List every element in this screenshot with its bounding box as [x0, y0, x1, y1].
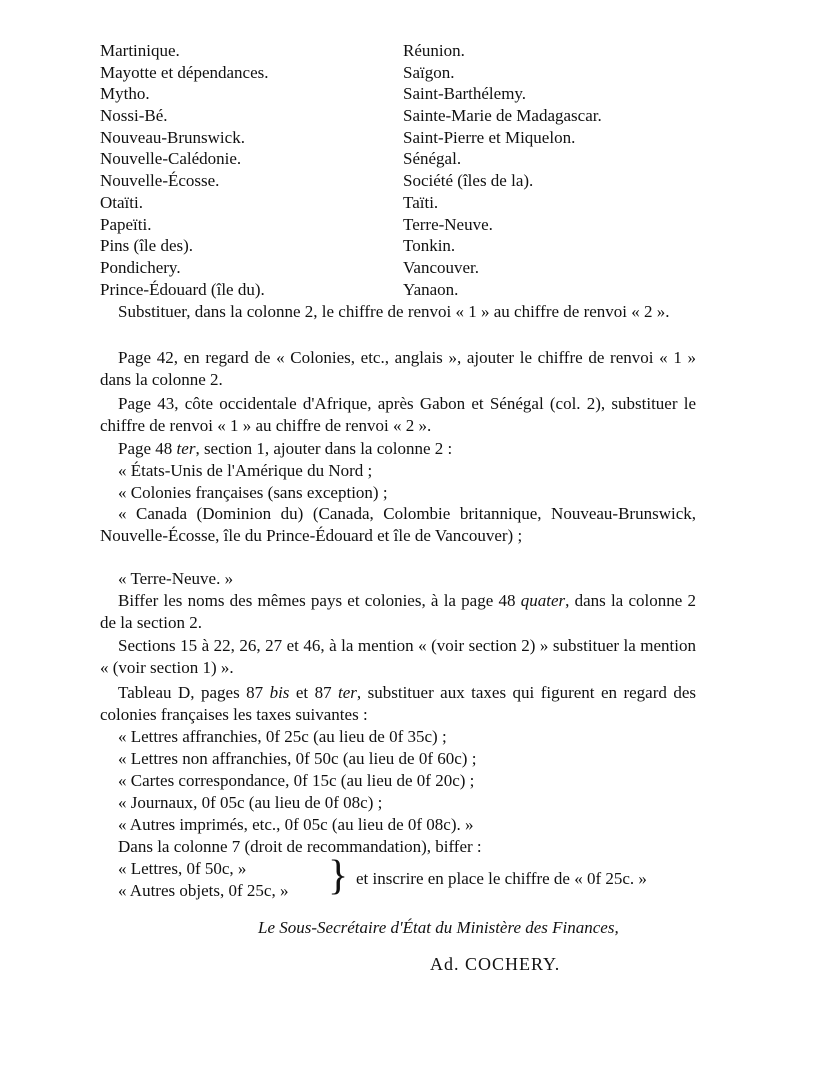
colony-right: Vancouver. — [403, 257, 480, 277]
colony-row — [100, 83, 740, 105]
colony-row — [100, 257, 740, 279]
paragraph-tableau-d: Tableau D, pages 87 bis et 87 ter, substituer aux taxes qui figurent en regard des colonies françaises les taxes suivantes : — [100, 683, 696, 724]
colony-row — [100, 62, 740, 84]
paragraph-substituer: Substituer, dans la colonne 2, le chiffre de renvoi « 1 » au chiffre de renvoi « 2 ». — [118, 302, 670, 321]
colony-row — [100, 127, 740, 149]
colony-right: Taïti. — [403, 192, 439, 212]
colony-left: Mayotte et dépendances. — [100, 62, 269, 82]
tax-lettres-affranchies: « Lettres affranchies, 0f 25c (au lieu de 0f 35c) ; — [118, 727, 447, 746]
colony-left: Nossi-Bé. — [100, 106, 168, 126]
brace-replacement-text: et inscrire en place le chiffre de « 0f 25c. » — [356, 869, 647, 888]
signature-name: Ad. COCHERY. — [430, 954, 561, 974]
paragraph-biffer: Biffer les noms des mêmes pays et colonies, à la page 48 quater, dans la colonne 2 de la section 2. — [100, 591, 696, 632]
colony-right: Yanaon. — [403, 279, 459, 299]
colony-right: Tonkin. — [403, 236, 456, 256]
paragraph-page-43: Page 43, côte occidentale d'Afrique, après Gabon et Sénégal (col. 2), substituer le chiffre de renvoi « 1 » au chiffre de renvoi « 2 ». — [100, 394, 696, 435]
colony-right: Saïgon. — [403, 62, 455, 82]
colony-left: Martinique. — [100, 41, 180, 60]
colony-left: Papeïti. — [100, 214, 152, 234]
colony-row — [100, 279, 740, 301]
colony-right: Terre-Neuve. — [403, 214, 493, 234]
tax-autres-imprimes: « Autres imprimés, etc., 0f 05c (au lieu de 0f 08c). » — [118, 815, 474, 834]
paragraph-sections: Sections 15 à 22, 26, 27 et 46, à la mention « (voir section 2) » substituer la mention « (voir section 1) ». — [100, 636, 696, 677]
colony-right: Saint-Barthélemy. — [403, 84, 527, 104]
colony-right: Société (îles de la). — [403, 171, 534, 191]
colony-row — [100, 192, 740, 214]
colony-left: Prince-Édouard (île du). — [100, 279, 265, 299]
colony-row — [100, 235, 740, 257]
tax-lettres-non-affranchies: « Lettres non affranchies, 0f 50c (au lieu de 0f 60c) ; — [118, 749, 477, 768]
colony-row — [100, 105, 740, 127]
colony-left: Nouvelle-Écosse. — [100, 171, 220, 191]
quote-canada: « Canada (Dominion du) (Canada, Colombie britannique, Nouveau-Brunswick, Nouvelle-Écosse, île du Prince-Édouard et île de Vancouver) ; — [100, 504, 696, 545]
paragraph-page-48-ter: Page 48 ter, section 1, ajouter dans la colonne 2 : — [118, 439, 453, 458]
colony-left: Pondichery. — [100, 257, 181, 277]
tax-journaux: « Journaux, 0f 05c (au lieu de 0f 08c) ; — [118, 793, 383, 812]
quote-colonies-francaises: « Colonies françaises (sans exception) ; — [118, 483, 388, 502]
colony-right: Sénégal. — [403, 149, 462, 169]
colony-left: Nouvelle-Calédonie. — [100, 149, 242, 169]
paragraph-page-42: Page 42, en regard de « Colonies, etc., anglais », ajouter le chiffre de renvoi « 1 » dans la colonne 2. — [100, 348, 696, 389]
brace-item-autres-objets: « Autres objets, 0f 25c, » — [118, 880, 289, 900]
curly-brace-icon: } — [328, 853, 349, 899]
recommandation-instruction: Dans la colonne 7 (droit de recommandation), biffer : — [118, 837, 482, 856]
quote-etats-unis: « États-Unis de l'Amérique du Nord ; — [118, 461, 373, 480]
quote-terre-neuve: « Terre-Neuve. » — [118, 569, 234, 588]
colony-right: Saint-Pierre et Miquelon. — [403, 127, 576, 147]
colony-row — [100, 148, 740, 170]
colony-left: Nouveau-Brunswick. — [100, 127, 245, 147]
colony-left: Pins (île des). — [100, 236, 194, 256]
brace-item-lettres: « Lettres, 0f 50c, » — [118, 859, 247, 878]
colony-list — [100, 40, 740, 300]
colony-row — [100, 214, 740, 236]
colony-left: Mytho. — [100, 84, 150, 104]
colony-right: Réunion. — [403, 41, 465, 60]
colony-right: Sainte-Marie de Madagascar. — [403, 106, 602, 126]
colony-row — [100, 170, 740, 192]
colony-row — [100, 40, 740, 62]
tax-cartes-correspondance: « Cartes correspondance, 0f 15c (au lieu de 0f 20c) ; — [118, 771, 475, 790]
brace-group — [118, 853, 738, 902]
colony-left: Otaïti. — [100, 192, 143, 212]
signature-title: Le Sous-Secrétaire d'État du Ministère des Finances, — [258, 918, 619, 937]
